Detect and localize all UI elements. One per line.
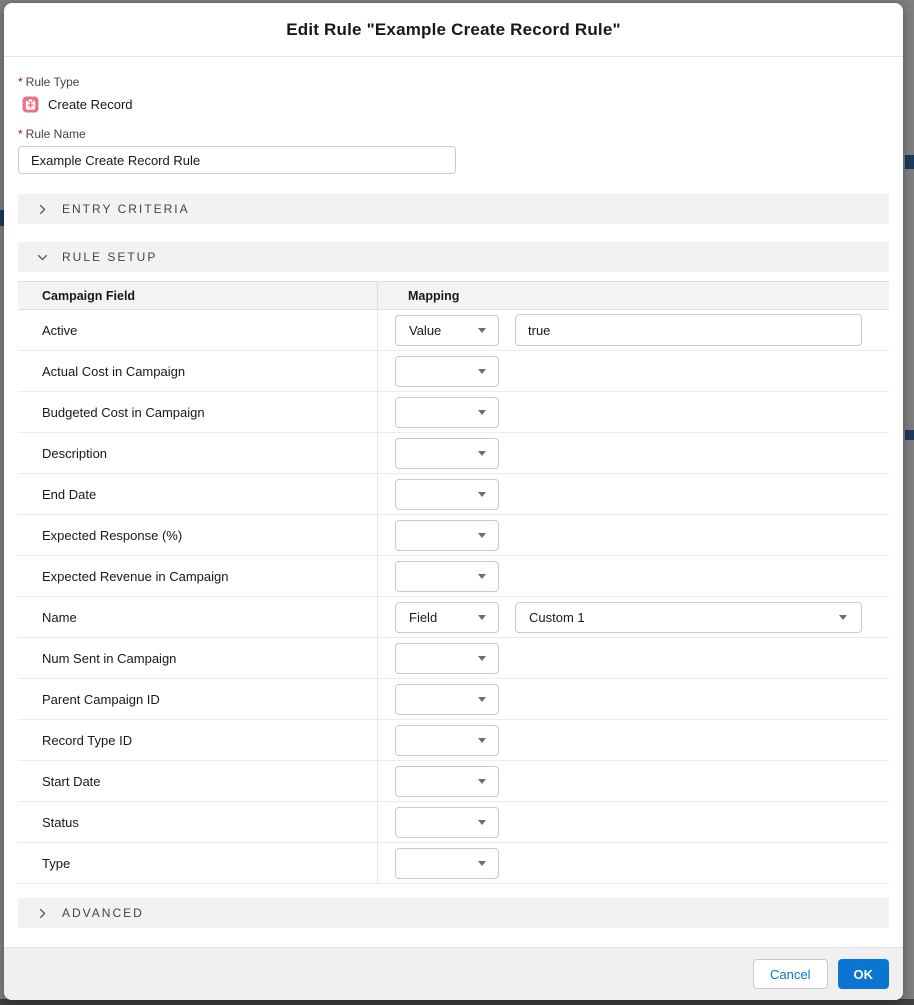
- table-row: [18, 310, 889, 351]
- mapping-type-dropdown[interactable]: [395, 725, 499, 756]
- mapping-cell: [378, 720, 889, 760]
- mapping-type-dropdown[interactable]: [395, 397, 499, 428]
- mapping-cell: [378, 556, 889, 596]
- modal-title: Edit Rule "Example Create Record Rule": [286, 19, 621, 39]
- mapping-table: [18, 281, 889, 884]
- mapping-type-dropdown[interactable]: [395, 561, 499, 592]
- mapping-cell: [378, 679, 889, 719]
- campaign-field-label: Status: [18, 802, 378, 842]
- record-create-icon: [22, 96, 39, 113]
- chevron-down-icon: [478, 697, 486, 702]
- mapping-type-dropdown[interactable]: [395, 315, 499, 346]
- required-asterisk: *: [18, 127, 23, 141]
- chevron-down-icon: [478, 451, 486, 456]
- column-header-mapping: Mapping: [408, 288, 460, 303]
- campaign-field-label: Record Type ID: [18, 720, 378, 760]
- mapping-cell: [378, 515, 889, 555]
- chevron-down-icon: [478, 779, 486, 784]
- rule-name-label: [18, 127, 889, 141]
- mapping-type-dropdown[interactable]: [395, 848, 499, 879]
- column-header-campaign-field: Campaign Field: [18, 282, 378, 309]
- mapping-cell: [378, 474, 889, 514]
- campaign-field-label: Num Sent in Campaign: [18, 638, 378, 678]
- cancel-button[interactable]: Cancel: [753, 959, 827, 989]
- chevron-down-icon: [478, 820, 486, 825]
- mapping-type-dropdown[interactable]: [395, 438, 499, 469]
- ok-button[interactable]: OK: [838, 959, 890, 989]
- chevron-down-icon: [478, 410, 486, 415]
- chevron-down-icon: [478, 861, 486, 866]
- campaign-field-label: Parent Campaign ID: [18, 679, 378, 719]
- table-row: [18, 679, 889, 720]
- campaign-field-label: End Date: [18, 474, 378, 514]
- chevron-down-icon: [478, 492, 486, 497]
- chevron-down-icon: [478, 533, 486, 538]
- mapping-type-value: Field: [409, 609, 438, 625]
- campaign-field-label: Description: [18, 433, 378, 473]
- mapping-cell: [378, 310, 889, 350]
- table-row: [18, 720, 889, 761]
- table-row: [18, 638, 889, 679]
- campaign-field-label: Type: [18, 843, 378, 883]
- rule-name-label-text: Rule Name: [25, 127, 86, 141]
- campaign-field-label: Expected Revenue in Campaign: [18, 556, 378, 596]
- section-label: RULE SETUP: [62, 250, 158, 264]
- chevron-down-icon: [478, 738, 486, 743]
- mapping-cell: [378, 638, 889, 678]
- mapping-type-value: Value: [409, 322, 442, 338]
- campaign-field-label: Start Date: [18, 761, 378, 801]
- rule-type-value-row: [18, 95, 889, 113]
- chevron-right-icon: [36, 907, 49, 920]
- campaign-field-label: Name: [18, 597, 378, 637]
- chevron-down-icon: [839, 615, 847, 620]
- mapping-cell: [378, 433, 889, 473]
- required-asterisk: *: [18, 75, 23, 89]
- mapping-cell: [378, 392, 889, 432]
- mapping-table-header: [18, 281, 889, 310]
- table-row: [18, 843, 889, 884]
- table-row: [18, 802, 889, 843]
- mapping-type-dropdown[interactable]: [395, 643, 499, 674]
- table-row: [18, 474, 889, 515]
- section-rule-setup[interactable]: [18, 242, 889, 272]
- modal-footer: [4, 947, 903, 1000]
- mapping-cell: [378, 351, 889, 391]
- table-row: [18, 761, 889, 802]
- mapping-value-dropdown[interactable]: [515, 602, 862, 633]
- rule-type-label-text: Rule Type: [25, 75, 80, 89]
- rule-type-label: [18, 75, 889, 89]
- chevron-down-icon: [478, 574, 486, 579]
- table-row: [18, 556, 889, 597]
- campaign-field-label: Budgeted Cost in Campaign: [18, 392, 378, 432]
- modal-titlebar: [4, 3, 903, 57]
- chevron-down-icon: [478, 369, 486, 374]
- table-row: [18, 515, 889, 556]
- mapping-type-dropdown[interactable]: [395, 479, 499, 510]
- campaign-field-label: Active: [18, 310, 378, 350]
- chevron-down-icon: [36, 251, 49, 264]
- table-row: [18, 433, 889, 474]
- section-advanced[interactable]: [18, 898, 889, 928]
- mapping-cell: [378, 761, 889, 801]
- chevron-right-icon: [36, 203, 49, 216]
- table-row: [18, 392, 889, 433]
- table-row: [18, 597, 889, 638]
- mapping-cell: [378, 843, 889, 883]
- section-label: ADVANCED: [62, 906, 144, 920]
- modal-body: [4, 75, 903, 928]
- campaign-field-label: Expected Response (%): [18, 515, 378, 555]
- table-row: [18, 351, 889, 392]
- mapping-value-input[interactable]: [515, 314, 862, 346]
- edit-rule-modal: [4, 3, 903, 1000]
- rule-name-input[interactable]: [18, 146, 456, 174]
- mapping-type-dropdown[interactable]: [395, 766, 499, 797]
- section-entry-criteria[interactable]: [18, 194, 889, 224]
- section-label: ENTRY CRITERIA: [62, 202, 190, 216]
- mapping-type-dropdown[interactable]: [395, 684, 499, 715]
- chevron-down-icon: [478, 328, 486, 333]
- mapping-type-dropdown[interactable]: [395, 356, 499, 387]
- backdrop-artifact: [905, 430, 914, 440]
- mapping-type-dropdown[interactable]: [395, 602, 499, 633]
- chevron-down-icon: [478, 615, 486, 620]
- rule-type-value: Create Record: [48, 96, 133, 112]
- mapping-type-dropdown[interactable]: [395, 807, 499, 838]
- backdrop-artifact: [905, 155, 914, 169]
- mapping-type-dropdown[interactable]: [395, 520, 499, 551]
- mapping-value: Custom 1: [529, 609, 585, 625]
- campaign-field-label: Actual Cost in Campaign: [18, 351, 378, 391]
- mapping-cell: [378, 597, 889, 637]
- mapping-cell: [378, 802, 889, 842]
- chevron-down-icon: [478, 656, 486, 661]
